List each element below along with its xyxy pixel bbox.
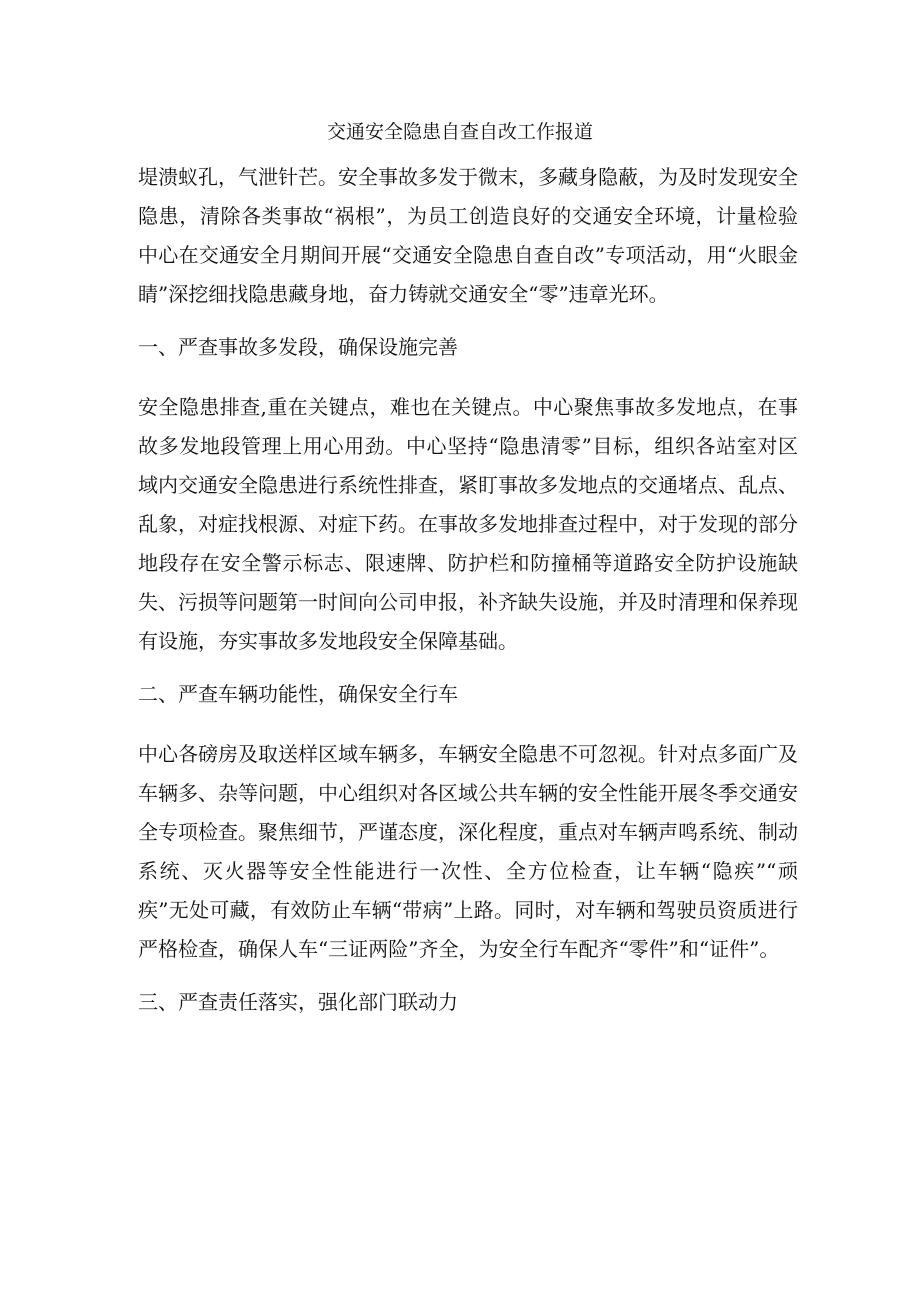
section-3-heading: 三、严查责任落实，强化部门联动力: [138, 990, 458, 1014]
section-1-body: 安全隐患排查,重在关键点，难也在关键点。中心聚焦事故多发地点，在事故多发地段管理上用心用劲。中心坚持“隐患清零”目标，组织各站室对区域内交通安全隐患进行系统性排查，紧盯事故多发地点的交通堵点、乱点、乱象，对症找根源、对症下药。在事故多发地排查过程中，对于发现的部分地段存在安全警示标志、限速牌、防护栏和防撞桶等道路安全防护设施缺失、污损等问题第一时间向公司申报，补齐缺失设施，并及时清理和保养现有设施，夯实事故多发地段安全保障基础。: [138, 395, 798, 653]
section-2-heading: 二、严查车辆功能性，确保安全行车: [138, 682, 458, 706]
intro-paragraph: 堤溃蚁孔，气泄针芒。安全事故多发于微末，多藏身隐蔽，为及时发现安全隐患，清除各类事故“祸根”，为员工创造良好的交通安全环境，计量检验中心在交通安全月期间开展“交通安全隐患自查自改”专项活动，用“火眼金睛”深挖细找隐患藏身地，奋力铸就交通安全“零”违章光环。: [138, 165, 798, 306]
document-title: 交通安全隐患自查自改工作报道: [326, 121, 593, 143]
section-2-body: 中心各磅房及取送样区域车辆多，车辆安全隐患不可忽视。针对点多面广及车辆多、杂等问题，中心组织对各区域公共车辆的安全性能开展冬季交通安全专项检查。聚焦细节，严谨态度，深化程度，重点对车辆声鸣系统、制动系统、灭火器等安全性能进行一次性、全方位检查，让车辆“隐疾”“顽疾”无处可藏，有效防止车辆“带病”上路。同时，对车辆和驾驶员资质进行严格检查，确保人车“三证两险”齐全，为安全行车配齐“零件”和“证件”。: [138, 742, 798, 961]
document-body: [138, 158, 798, 1043]
section-1-heading: 一、严查事故多发段，确保设施完善: [138, 335, 458, 359]
